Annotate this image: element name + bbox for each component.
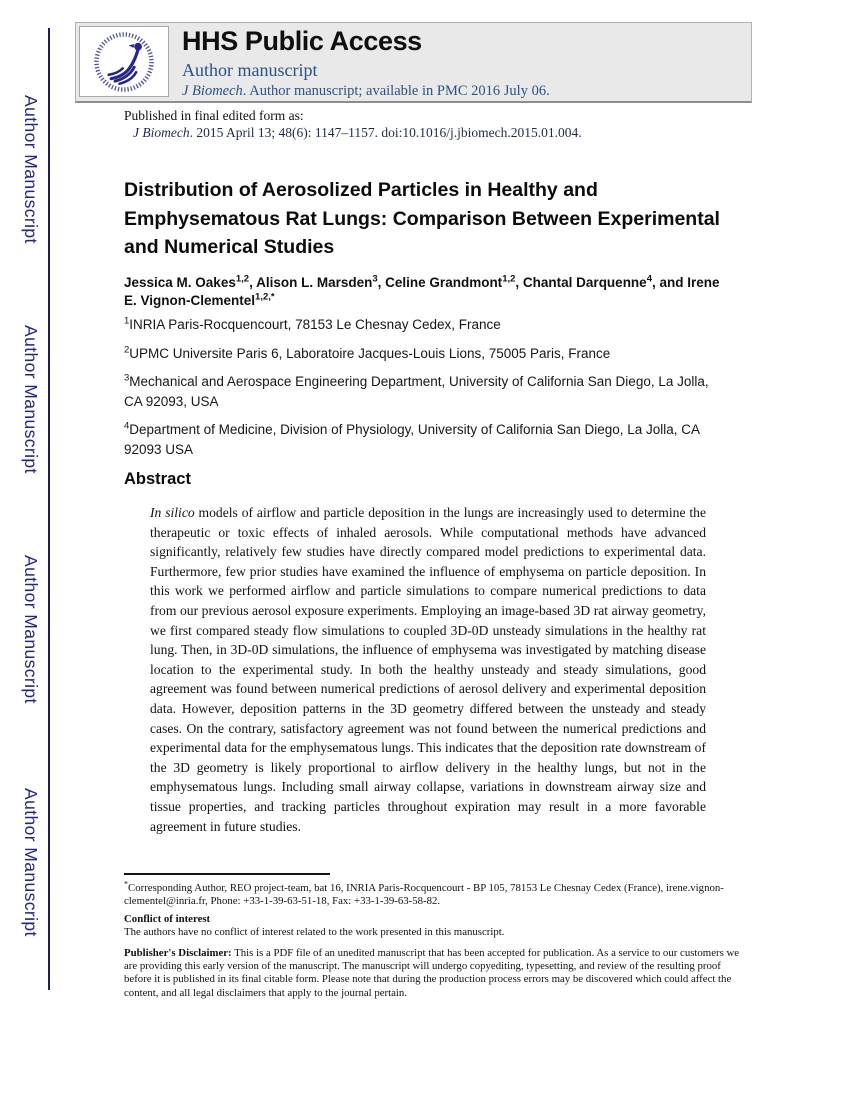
hhs-public-access-title: HHS Public Access (182, 26, 422, 56)
author-separator: , (515, 275, 523, 290)
corresponding-author-footnote (124, 879, 748, 909)
affiliation-item (124, 344, 728, 364)
asterisk-marker: * (124, 879, 128, 889)
affiliation-number: 3 (124, 372, 130, 384)
footnote-divider (124, 873, 330, 875)
affiliation-number: 2 (124, 344, 130, 355)
availability-text: . Author manuscript; available in PMC 2016 July 06. (242, 83, 550, 99)
author-separator: , (377, 275, 386, 290)
author-manuscript-watermark-3: Author Manuscript (21, 555, 41, 704)
article-title-line-2: Emphysematous Rat Lungs: Comparison Between Experimental (124, 207, 720, 230)
affiliation-text: Department of Medicine, Division of Physiology, University of California San Diego, La Jolla, CA 92093 USA (124, 422, 700, 457)
affiliations-list (124, 315, 728, 468)
affiliation-item (124, 372, 728, 411)
article-title-line-3: and Numerical Studies (124, 236, 335, 258)
conflict-of-interest-text: The authors have no conflict of interest related to the work presented in this manuscript. (124, 926, 505, 939)
affiliation-number: 1 (124, 315, 130, 327)
author-name: Chantal Darquenne (522, 275, 647, 290)
publisher-disclaimer-lead: Publisher's Disclaimer: (124, 946, 232, 959)
abstract-body (150, 503, 706, 836)
publisher-disclaimer-text: This is a PDF file of an unedited manuscript that has been accepted for publication. As a service to our customers we are providing this early version of the manuscript. The manuscript will undergo copyediting, typesetting, and review of the resulting proof before it is published in its final citable form. Please note that during the production process errors may be discovered which could affect the content, and all legal disclaimers that apply to the journal pertain. (124, 946, 740, 999)
article-title (124, 176, 720, 262)
affiliation-item (124, 420, 728, 459)
citation-line (133, 125, 582, 141)
affiliation-text: INRIA Paris-Rocquencourt, 78153 Le Chesnay Cedex, France (129, 317, 501, 332)
author-affiliation-sup: 1,2,* (255, 291, 275, 302)
author-manuscript-watermark-4: Author Manuscript (21, 788, 41, 937)
affiliation-text: UPMC Universite Paris 6, Laboratoire Jacques-Louis Lions, 75005 Paris, France (129, 345, 611, 361)
author-separator: , (249, 275, 257, 290)
header-text-block (169, 23, 550, 101)
author-name: Irene E. Vignon-Clementel (124, 275, 720, 308)
author-manuscript-label: Author manuscript (182, 60, 318, 80)
article-title-line-1: Distribution of Aerosolized Particles in Healthy and (124, 179, 598, 201)
sidebar-divider-line (48, 28, 50, 990)
author-name: Alison L. Marsden (256, 275, 373, 290)
citation-details: . 2015 April 13; 48(6): 1147–1157. doi:10.1016/j.jbiomech.2015.01.004. (189, 125, 582, 140)
author-affiliation-sup: 3 (372, 273, 378, 285)
journal-name: J Biomech (182, 83, 243, 99)
hhs-eagle-icon (92, 30, 156, 94)
abstract-lead-italic: In silico (150, 505, 195, 520)
authors-line (124, 274, 728, 309)
author-name: Jessica M. Oakes (124, 275, 236, 290)
author-affiliation-sup: 1,2 (235, 273, 250, 285)
affiliation-number: 4 (124, 420, 130, 432)
affiliation-text: Mechanical and Aerospace Engineering Department, University of California San Diego, La Jolla, CA 92093, USA (124, 374, 709, 409)
abstract-text: models of airflow and particle deposition in the lungs are increasingly used to determine the therapeutic or toxic effects of inhaled aerosols. While computational methods have advanced significantly, relatively few studies have directly compared model predictions to experimental data. Furthermore, few prior studies have examined the influence of emphysema on particle deposition. In this work we performed airflow and particle simulations to compare numerical predictions to data from our previous aerosol exposure experiments. Employing an image-based 3D rat airway geometry, we first compared steady flow simulations to coupled 3D-0D unsteady simulations in the healthy rat lung. Then, in 3D-0D simulations, the influence of emphysema was investigated by matching disease location to the experimental study. In both the healthy unsteady and steady simulations, good agreement was found between numerical predictions of aerosol delivery and experimental deposition data. However, deposition patterns in the 3D geometry differed between the unsteady and steady cases. On the contrary, satisfactory agreement was not found between the numerical predictions and experimental data for the emphysematous lungs. This indicates that the deposition rate downstream of the 3D geometry is likely proportional to airflow delivery in the healthy lungs, but not in the emphysematous lungs. Including small airway collapse, variations in downstream airway size and tissue properties, and tracking particles throughout expiration may result in a more favorable agreement in future studies. (150, 505, 706, 834)
author-affiliation-sup: 1,2 (502, 273, 516, 285)
corresponding-author-text: Corresponding Author, REO project-team, bat 16, INRIA Paris-Rocquencourt - BP 105, 78153 Le Chesnay Cedex (France), irene.vignon-clementel@inria.fr, Phone: +33-1-39-63-51-18, Fax: +33-1-39-63-58-82. (124, 882, 724, 908)
author-manuscript-watermark-2: Author Manuscript (21, 325, 41, 474)
footnotes-block (124, 873, 748, 1000)
citation-journal-name: J Biomech (133, 125, 190, 140)
affiliation-item (124, 315, 728, 335)
conflict-of-interest-heading: Conflict of interest (124, 912, 211, 925)
hhs-header-banner (75, 22, 752, 103)
publisher-disclaimer (124, 947, 748, 1001)
published-label: Published in final edited form as: (124, 108, 304, 123)
author-name: Celine Grandmont (385, 275, 503, 290)
hhs-logo-box (79, 26, 169, 97)
abstract-heading: Abstract (124, 470, 191, 488)
author-separator: , and (652, 275, 688, 290)
author-affiliation-sup: 4 (646, 273, 652, 285)
journal-availability-line (182, 83, 550, 100)
author-manuscript-watermark-1: Author Manuscript (21, 95, 41, 244)
